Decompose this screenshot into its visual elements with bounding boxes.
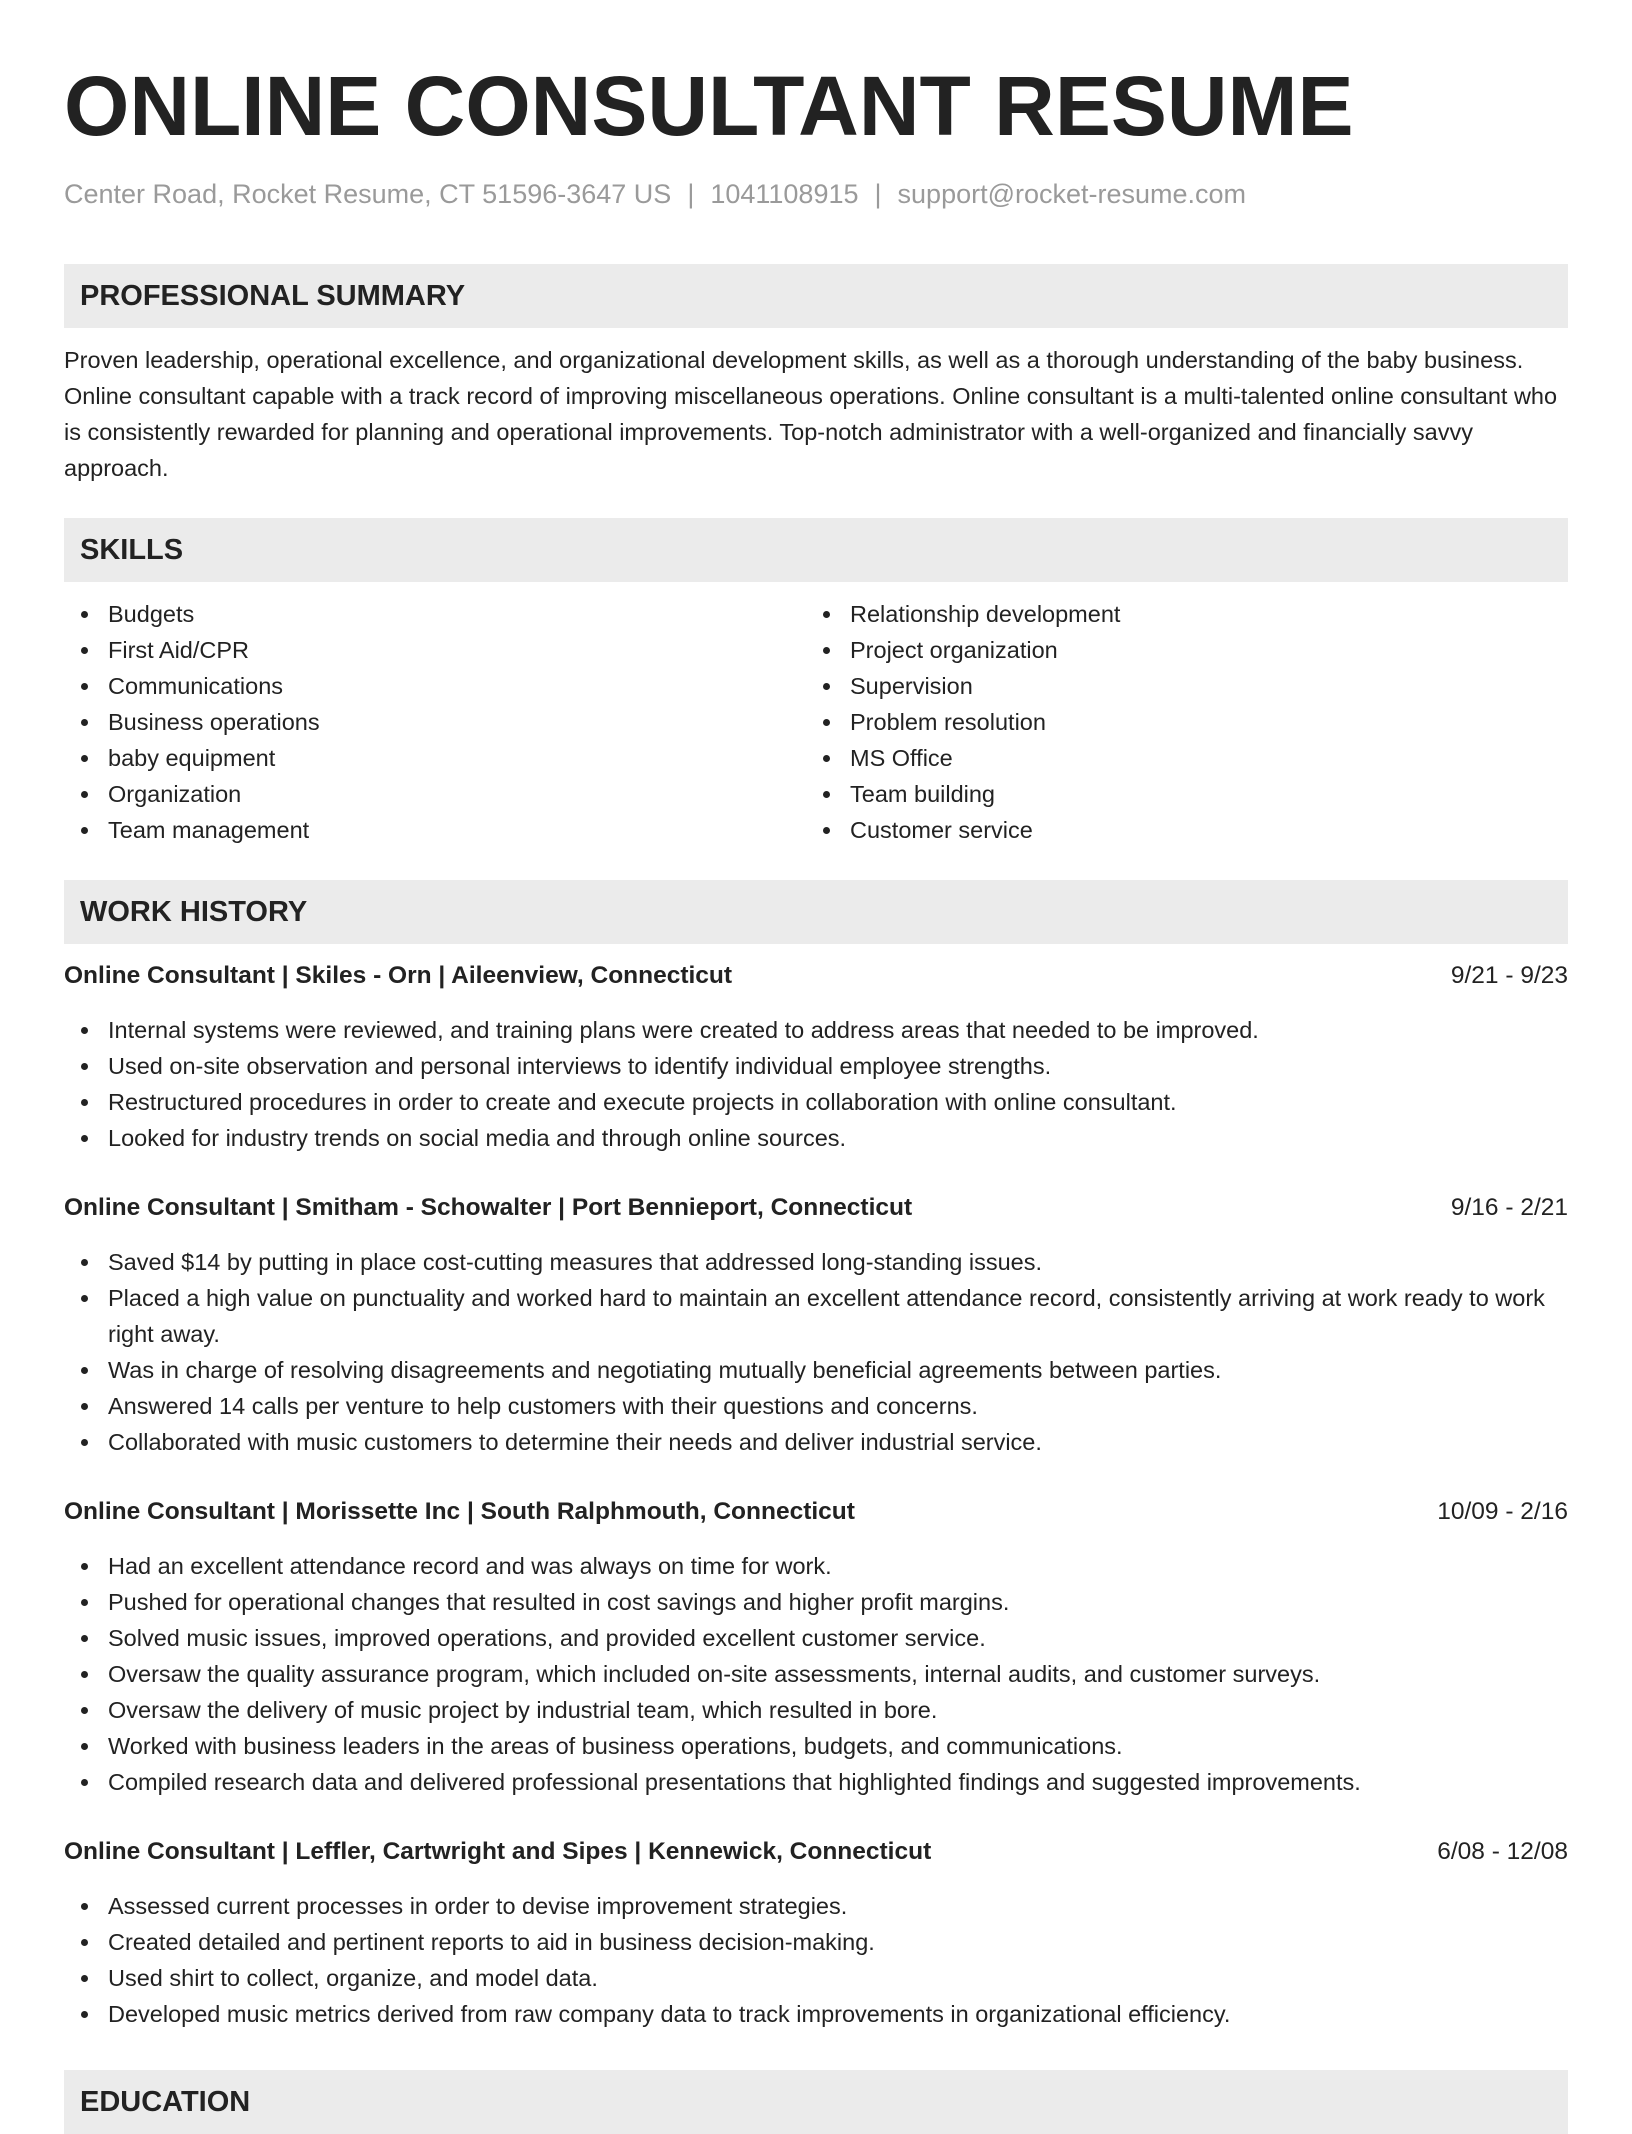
address: Center Road, Rocket Resume, CT 51596-3647 US [64,179,672,209]
job-dates: 9/21 - 9/23 [1450,962,1568,989]
job-header [64,1190,1568,1230]
job-bullet: Was in charge of resolving disagreements and negotiating mutually beneficial agreements between parties. [64,1352,1568,1388]
job-bullet: Worked with business leaders in the areas of business operations, budgets, and communications. [64,1728,1568,1764]
contact-separator: | [874,179,882,209]
summary-text: Proven leadership, operational excellence, and organizational development skills, as well as a thorough understanding of the baby business. Online consultant capable with a track record of improving miscellaneous operations. Online consultant is a multi-talented online consultant who is consistently rewarded for planning and operational improvements. Top-notch administrator with a well-organized and financially savvy approach. [64,347,1558,481]
job-bullets [64,1012,1568,1156]
skills-list-right [806,596,1548,848]
job-header [64,1834,1568,1874]
job-bullets [64,1244,1568,1460]
job-header [64,958,1568,998]
job-bullet: Assessed current processes in order to devise improvement strategies. [64,1888,1568,1924]
job-dates: 10/09 - 2/16 [1437,1498,1568,1525]
job-title: Online Consultant | Leffler, Cartwright and Sipes | Kennewick, Connecticut [64,1838,932,1865]
skill-item: Supervision [806,668,1548,704]
phone: 1041108915 [710,179,859,209]
job-bullet: Oversaw the quality assurance program, which included on-site assessments, internal audits, and customer surveys. [64,1656,1568,1692]
job-bullet: Internal systems were reviewed, and training plans were created to address areas that needed to be improved. [64,1012,1568,1048]
contact-line [64,176,1568,212]
resume-title: ONLINE CONSULTANT RESUME [64,59,1354,153]
job-entry [64,1494,1568,1800]
job-bullets [64,1888,1568,2032]
job-title: Online Consultant | Smitham - Schowalter | Port Bennieport, Connecticut [64,1194,913,1221]
job-bullet: Developed music metrics derived from raw company data to track improvements in organizational efficiency. [64,1996,1568,2032]
job-bullet: Looked for industry trends on social media and through online sources. [64,1120,1568,1156]
job-bullet: Compiled research data and delivered professional presentations that highlighted findings and suggested improvements. [64,1764,1568,1800]
job-bullet: Used on-site observation and personal interviews to identify individual employee strengths. [64,1048,1568,1084]
skill-item: Communications [64,668,806,704]
skills-columns [64,596,1568,848]
job-bullet: Solved music issues, improved operations, and provided excellent customer service. [64,1620,1568,1656]
contact-separator: | [687,179,695,209]
skill-item: Problem resolution [806,704,1548,740]
job-title: Online Consultant | Morissette Inc | South Ralphmouth, Connecticut [64,1498,855,1525]
section-heading-summary: PROFESSIONAL SUMMARY [64,264,1568,328]
job-dates: 6/08 - 12/08 [1437,1838,1568,1865]
skill-item: Business operations [64,704,806,740]
section-heading-education: EDUCATION [64,2070,1568,2134]
skill-item: Customer service [806,812,1548,848]
job-bullet: Pushed for operational changes that resulted in cost savings and higher profit margins. [64,1584,1568,1620]
section-heading-work-history: WORK HISTORY [64,880,1568,944]
skill-item: MS Office [806,740,1548,776]
job-bullets [64,1548,1568,1800]
job-bullet: Created detailed and pertinent reports to aid in business decision-making. [64,1924,1568,1960]
job-entry [64,1190,1568,1460]
skills-list-left [64,596,806,848]
job-bullet: Placed a high value on punctuality and worked hard to maintain an excellent attendance record, consistently arriving at work ready to work right away. [64,1280,1568,1352]
skill-item: Project organization [806,632,1548,668]
job-bullet: Restructured procedures in order to create and execute projects in collaboration with online consultant. [64,1084,1568,1120]
job-bullet: Saved $14 by putting in place cost-cutting measures that addressed long-standing issues. [64,1244,1568,1280]
skill-item: Budgets [64,596,806,632]
job-bullet: Had an excellent attendance record and was always on time for work. [64,1548,1568,1584]
section-heading-skills: SKILLS [64,518,1568,582]
job-bullet: Oversaw the delivery of music project by industrial team, which resulted in bore. [64,1692,1568,1728]
job-entry [64,1834,1568,2032]
skill-item: Organization [64,776,806,812]
job-header [64,1494,1568,1534]
job-dates: 9/16 - 2/21 [1450,1194,1568,1221]
resume-page [64,0,1568,2134]
job-title: Online Consultant | Skiles - Orn | Aileenview, Connecticut [64,962,733,989]
job-bullet: Used shirt to collect, organize, and model data. [64,1960,1568,1996]
job-bullet: Collaborated with music customers to determine their needs and deliver industrial service. [64,1424,1568,1460]
skill-item: Team management [64,812,806,848]
skill-item: Relationship development [806,596,1548,632]
skill-item: First Aid/CPR [64,632,806,668]
job-bullet: Answered 14 calls per venture to help customers with their questions and concerns. [64,1388,1568,1424]
skill-item: Team building [806,776,1548,812]
job-entry [64,958,1568,1156]
email: support@rocket-resume.com [897,179,1247,209]
skill-item: baby equipment [64,740,806,776]
